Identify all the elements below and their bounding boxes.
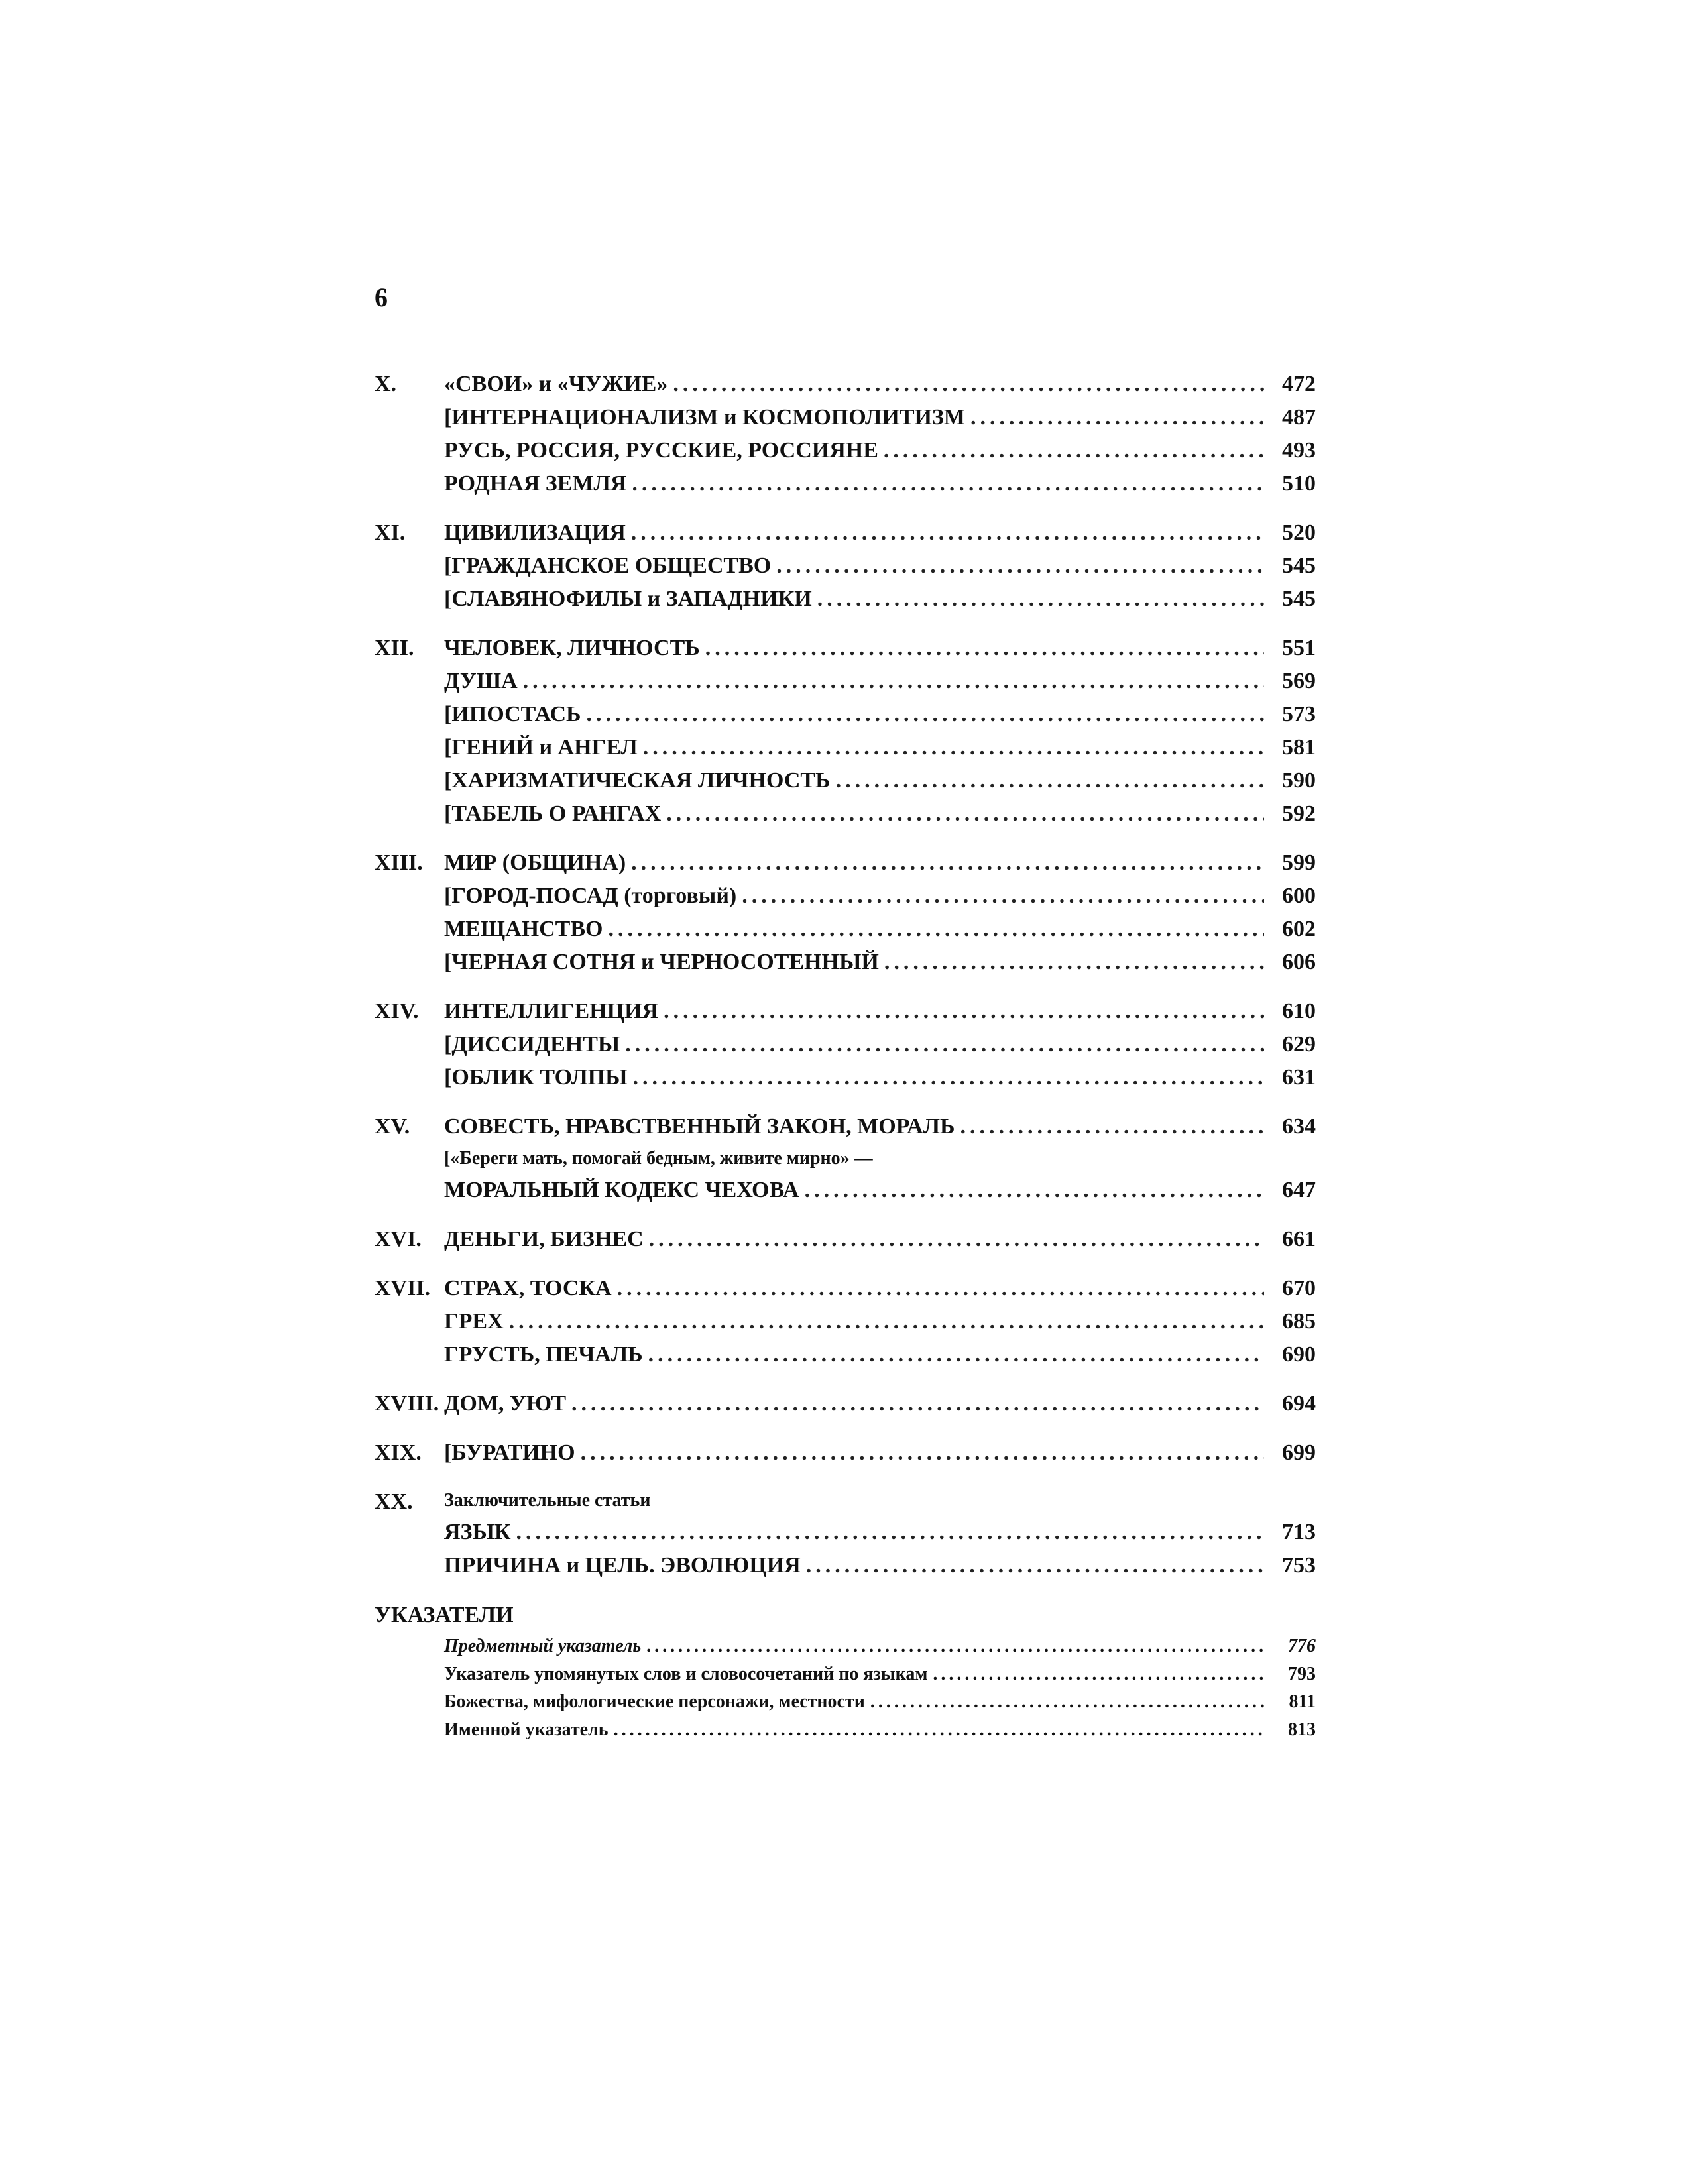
dot-leader	[614, 1716, 1264, 1744]
dot-leader	[776, 549, 1264, 583]
toc-entry	[444, 1110, 1316, 1143]
dot-leader	[870, 1688, 1264, 1716]
toc-entry-title: СОВЕСТЬ, НРАВСТВЕННЫЙ ЗАКОН, МОРАЛЬ	[444, 1114, 955, 1139]
index-entry-page: 776	[1288, 1636, 1316, 1656]
toc-entry-page: 699	[1282, 1440, 1316, 1465]
toc-entry-title: ЦИВИЛИЗАЦИЯ	[444, 520, 626, 545]
toc-entry-page: 590	[1282, 768, 1316, 793]
toc-entry-page: 510	[1282, 471, 1316, 496]
dot-leader	[608, 913, 1264, 946]
dot-leader	[806, 1549, 1264, 1582]
toc-entry-title: [БУРАТИНО	[444, 1440, 575, 1465]
toc-entry-title: ПРИЧИНА и ЦЕЛЬ. ЭВОЛЮЦИЯ	[444, 1553, 801, 1578]
toc-entry	[444, 1272, 1316, 1305]
toc-section	[375, 846, 1316, 979]
toc-section	[375, 995, 1316, 1094]
entry-subline: [«Береги мать, помогай бедным, живите мирно» —	[444, 1148, 873, 1169]
toc-entry-page: 753	[1282, 1553, 1316, 1578]
toc-entry-title: [ТАБЕЛЬ О РАНГАХ	[444, 801, 662, 826]
table-of-contents	[375, 368, 1316, 1744]
index-entry-page: 793	[1288, 1664, 1316, 1684]
toc-entry-title: [ЧЕРНАЯ СОТНЯ и ЧЕРНОСОТЕННЫЙ	[444, 950, 879, 974]
toc-entry-title: [ГЕНИЙ и АНГЕЛ	[444, 735, 638, 760]
toc-entry	[444, 846, 1316, 880]
toc-entry-title: МОРАЛЬНЫЙ КОДЕКС ЧЕХОВА	[444, 1178, 799, 1202]
toc-entry	[444, 434, 1316, 467]
dot-leader	[571, 1387, 1264, 1420]
toc-entry-page: 670	[1282, 1276, 1316, 1300]
toc-entry-page: 520	[1282, 520, 1316, 545]
toc-entry-title: СТРАХ, ТОСКА	[444, 1276, 612, 1300]
dot-leader	[646, 1633, 1264, 1660]
toc-entry	[444, 549, 1316, 583]
toc-entry-page: 545	[1282, 553, 1316, 578]
dot-leader	[817, 583, 1264, 616]
dot-leader	[631, 846, 1264, 880]
toc-entry-page: 631	[1282, 1065, 1316, 1090]
section-entries	[444, 846, 1316, 979]
toc-section	[375, 368, 1316, 500]
section-subheading: Заключительные статьи	[444, 1490, 651, 1511]
section-number: XI.	[375, 520, 406, 545]
toc-entry-title: [СЛАВЯНОФИЛЫ и ЗАПАДНИКИ	[444, 587, 812, 611]
toc-entry-title: РОДНАЯ ЗЕМЛЯ	[444, 471, 627, 496]
dot-leader	[836, 764, 1264, 797]
toc-entry	[444, 1338, 1316, 1371]
toc-entry	[444, 368, 1316, 401]
toc-entry-page: 493	[1282, 438, 1316, 463]
indexes-section	[375, 1598, 1316, 1744]
toc-entry-page: 551	[1282, 636, 1316, 660]
toc-entry	[444, 1387, 1316, 1420]
dot-leader	[884, 946, 1264, 979]
toc-entry	[444, 665, 1316, 698]
section-number: XVI.	[375, 1227, 422, 1251]
toc-section	[375, 1272, 1316, 1371]
toc-entry-page: 685	[1282, 1309, 1316, 1334]
toc-entry-page: 600	[1282, 884, 1316, 908]
toc-entry	[444, 1061, 1316, 1094]
index-entry	[444, 1660, 1316, 1688]
index-entry-title: Именной указатель	[444, 1719, 609, 1740]
toc-entry-page: 610	[1282, 999, 1316, 1023]
section-number: XIII.	[375, 850, 423, 875]
toc-entry-page: 690	[1282, 1342, 1316, 1367]
toc-entry	[444, 797, 1316, 831]
toc-entry-title: МЕЩАНСТВО	[444, 917, 603, 941]
dot-leader	[523, 665, 1264, 698]
dot-leader	[933, 1660, 1264, 1688]
index-entry	[444, 1633, 1316, 1660]
index-entry-page: 811	[1289, 1692, 1316, 1712]
section-number: XIV.	[375, 999, 419, 1023]
toc-entry	[444, 1305, 1316, 1338]
section-number: XV.	[375, 1114, 410, 1139]
toc-entry-title: [ОБЛИК ТОЛПЫ	[444, 1065, 628, 1090]
dot-leader	[581, 1436, 1264, 1469]
toc-entry	[444, 698, 1316, 731]
toc-entry-title: [ИНТЕРНАЦИОНАЛИЗМ и КОСМОПОЛИТИЗМ	[444, 405, 965, 430]
toc-entry	[444, 731, 1316, 764]
index-list	[444, 1633, 1316, 1744]
toc-entry-page: 634	[1282, 1114, 1316, 1139]
toc-entry-title: ЧЕЛОВЕК, ЛИЧНОСТЬ	[444, 636, 700, 660]
dot-leader	[664, 995, 1264, 1028]
toc-entry	[444, 1174, 1316, 1207]
dot-leader	[516, 1516, 1264, 1549]
toc-entry	[444, 946, 1316, 979]
toc-entry-page: 545	[1282, 587, 1316, 611]
dot-leader	[509, 1305, 1264, 1338]
toc-section	[375, 1387, 1316, 1420]
toc-entry	[444, 995, 1316, 1028]
toc-entry-title: [ХАРИЗМАТИЧЕСКАЯ ЛИЧНОСТЬ	[444, 768, 831, 793]
dot-leader	[673, 368, 1264, 401]
section-entries	[444, 632, 1316, 831]
index-entry-page: 813	[1288, 1719, 1316, 1740]
dot-leader	[649, 1223, 1264, 1256]
toc-section	[375, 1436, 1316, 1469]
toc-section	[375, 1223, 1316, 1256]
dot-leader	[970, 401, 1264, 434]
toc-entry-page: 661	[1282, 1227, 1316, 1251]
toc-entry	[444, 632, 1316, 665]
toc-entry-title: ДЕНЬГИ, БИЗНЕС	[444, 1227, 644, 1251]
toc-entry	[444, 764, 1316, 797]
section-entries	[444, 1485, 1316, 1582]
section-entries	[444, 1436, 1316, 1469]
section-number: XVII.	[375, 1276, 431, 1300]
toc-entry-page: 599	[1282, 850, 1316, 875]
toc-entry	[444, 913, 1316, 946]
index-entry-title: Указатель упомянутых слов и словосочетаний по языкам	[444, 1664, 928, 1684]
toc-entry-page: 592	[1282, 801, 1316, 826]
toc-entry-title: ДОМ, УЮТ	[444, 1391, 566, 1416]
toc-entry-title: [ДИССИДЕНТЫ	[444, 1032, 620, 1057]
dot-leader	[884, 434, 1264, 467]
dot-leader	[805, 1174, 1264, 1207]
toc-entry-page: 569	[1282, 669, 1316, 693]
section-number: XX.	[375, 1489, 413, 1514]
dot-leader	[705, 632, 1264, 665]
dot-leader	[587, 698, 1264, 731]
index-entry	[444, 1716, 1316, 1744]
toc-entry-page: 487	[1282, 405, 1316, 430]
toc-entry-page: 472	[1282, 372, 1316, 396]
toc-entry-title: [ГРАЖДАНСКОЕ ОБЩЕСТВО	[444, 553, 772, 578]
toc-entry-title: [ИПОСТАСЬ	[444, 702, 581, 726]
toc-entry-title: [ГОРОД-ПОСАД (торговый)	[444, 884, 737, 908]
toc-section	[375, 1110, 1316, 1207]
toc-entry-title: МИР (ОБЩИНА)	[444, 850, 626, 875]
toc-entry-title: ГРУСТЬ, ПЕЧАЛЬ	[444, 1342, 643, 1367]
section-number: XVIII.	[375, 1391, 439, 1416]
toc-entry	[444, 401, 1316, 434]
toc-section	[375, 632, 1316, 831]
dot-leader	[617, 1272, 1264, 1305]
toc-entry	[444, 583, 1316, 616]
dot-leader	[625, 1028, 1264, 1061]
toc-entry-title: ДУША	[444, 669, 518, 693]
toc-entry-page: 647	[1282, 1178, 1316, 1202]
dot-leader	[643, 731, 1264, 764]
toc-entry	[444, 1223, 1316, 1256]
toc-entry-page: 602	[1282, 917, 1316, 941]
section-entries	[444, 368, 1316, 500]
dot-leader	[648, 1338, 1264, 1371]
index-entry-title: Божества, мифологические персонажи, местности	[444, 1692, 865, 1712]
indexes-heading: УКАЗАТЕЛИ	[375, 1603, 514, 1627]
toc-entry-title: ИНТЕЛЛИГЕНЦИЯ	[444, 999, 659, 1023]
dot-leader	[632, 467, 1264, 500]
section-entries	[444, 1223, 1316, 1256]
toc-entry-page: 713	[1282, 1520, 1316, 1544]
toc-entry-page: 694	[1282, 1391, 1316, 1416]
toc-entry-page: 573	[1282, 702, 1316, 726]
section-entries	[444, 516, 1316, 616]
toc-entry	[444, 516, 1316, 549]
section-number: X.	[375, 372, 397, 396]
index-entry	[444, 1688, 1316, 1716]
section-entries	[444, 1110, 1316, 1207]
toc-entry	[444, 1516, 1316, 1549]
dot-leader	[632, 1061, 1264, 1094]
toc-entry	[444, 1436, 1316, 1469]
dot-leader	[631, 516, 1264, 549]
toc-entry	[444, 467, 1316, 500]
dot-leader	[742, 880, 1264, 913]
section-entries	[444, 1272, 1316, 1371]
toc-entry	[444, 1549, 1316, 1582]
toc-entry-page: 606	[1282, 950, 1316, 974]
toc-entry-title: ЯЗЫК	[444, 1520, 511, 1544]
toc-entry	[444, 1028, 1316, 1061]
page-number: 6	[375, 282, 388, 312]
dot-leader	[666, 797, 1264, 831]
toc-entry-page: 581	[1282, 735, 1316, 760]
dot-leader	[960, 1110, 1265, 1143]
section-number: XII.	[375, 636, 414, 660]
toc-entry-title: «СВОИ» и «ЧУЖИЕ»	[444, 372, 668, 396]
toc-entry-title: РУСЬ, РОССИЯ, РУССКИЕ, РОССИЯНЕ	[444, 438, 878, 463]
section-number: XIX.	[375, 1440, 422, 1465]
section-entries	[444, 1387, 1316, 1420]
toc-section	[375, 1485, 1316, 1582]
index-entry-title: Предметный указатель	[444, 1636, 642, 1656]
toc-entry	[444, 880, 1316, 913]
toc-entry-title: ГРЕХ	[444, 1309, 504, 1334]
section-entries	[444, 995, 1316, 1094]
toc-entry-page: 629	[1282, 1032, 1316, 1057]
toc-section	[375, 516, 1316, 616]
